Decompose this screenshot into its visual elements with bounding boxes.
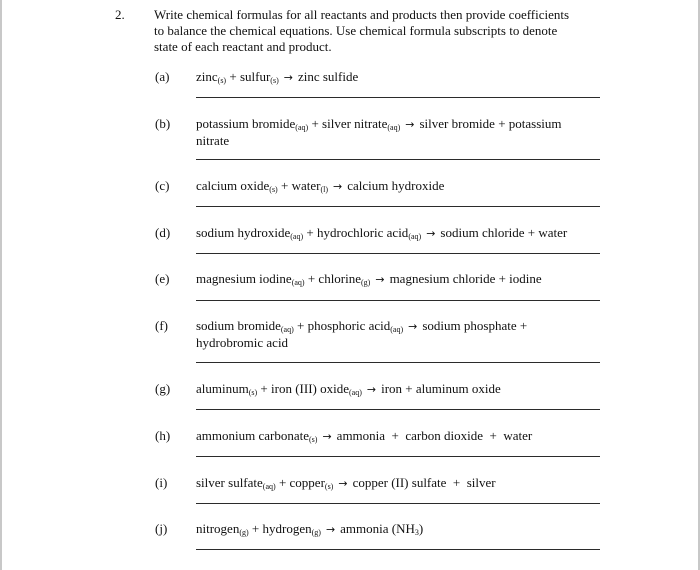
answer-line[interactable] xyxy=(196,253,600,254)
reactant: sodium hydroxide xyxy=(196,225,291,240)
answer-line[interactable] xyxy=(196,300,600,301)
reactant: potassium bromide xyxy=(196,116,296,131)
reactant: magnesium iodine xyxy=(196,271,292,286)
reaction-arrow-icon: → xyxy=(333,180,343,193)
plus-sign: + xyxy=(307,271,316,286)
item-letter: (e) xyxy=(155,271,170,286)
word-equation xyxy=(196,225,602,242)
word-equation xyxy=(196,428,602,445)
reactant: hydrochloric acid xyxy=(316,225,409,240)
state-label: (aq) xyxy=(262,482,276,491)
products: sodium chloride + water xyxy=(440,225,568,240)
reaction-arrow-icon: → xyxy=(366,383,377,396)
plus-sign: + xyxy=(311,116,319,131)
state-label: (g) xyxy=(311,528,321,537)
answer-line[interactable] xyxy=(196,159,600,160)
item-letter: (h) xyxy=(155,428,171,443)
reactant: aluminum xyxy=(196,381,249,396)
state-label: (aq) xyxy=(291,278,305,287)
word-equation xyxy=(196,318,602,351)
reaction-arrow-icon: → xyxy=(408,320,418,333)
state-label: (aq) xyxy=(290,232,304,241)
left-page-edge xyxy=(0,0,2,570)
plus-sign: + xyxy=(260,381,268,396)
word-equation xyxy=(196,521,602,538)
item-letter: (c) xyxy=(155,178,170,193)
state-label: (aq) xyxy=(295,123,309,132)
item-letter: (d) xyxy=(155,225,171,240)
word-equation xyxy=(196,178,602,195)
state-label: (aq) xyxy=(408,232,422,241)
products: sodium phosphate + xyxy=(422,318,528,333)
reactant: water xyxy=(291,178,321,193)
reaction-arrow-icon: → xyxy=(426,227,436,240)
question-instructions xyxy=(154,7,604,55)
products: zinc sulfide xyxy=(297,69,359,84)
word-equation xyxy=(196,475,602,492)
reaction-arrow-icon: → xyxy=(325,523,336,536)
question-number: 2. xyxy=(115,7,125,22)
plus-sign: + xyxy=(278,475,287,490)
answer-line[interactable] xyxy=(196,97,600,98)
reactant: zinc xyxy=(196,69,218,84)
reaction-arrow-icon: → xyxy=(375,273,385,286)
plus-sign: + xyxy=(297,318,305,333)
word-equation xyxy=(196,381,602,398)
plus-sign: + xyxy=(229,69,237,84)
state-label: (g) xyxy=(239,528,249,537)
instruction-line: Write chemical formulas for all reactants and products then provide coefficients xyxy=(154,7,570,22)
item-letter: (a) xyxy=(155,69,170,84)
products: ammonia (NH xyxy=(340,521,415,536)
reactant: nitrogen xyxy=(196,521,240,536)
reactant: phosphoric acid xyxy=(307,318,391,333)
reaction-arrow-icon: → xyxy=(322,430,332,443)
state-label: (s) xyxy=(248,388,258,397)
state-label: (l) xyxy=(320,185,329,194)
state-label: (s) xyxy=(324,482,334,491)
state-label: (aq) xyxy=(387,123,401,132)
state-label: (aq) xyxy=(280,325,294,334)
reactant: silver nitrate xyxy=(322,116,388,131)
state-label: (s) xyxy=(269,185,278,194)
item-letter: (f) xyxy=(155,318,168,333)
products: calcium hydroxide xyxy=(347,178,445,193)
plus-sign: + xyxy=(251,521,260,536)
products: ammonia + carbon dioxide + water xyxy=(336,428,533,443)
item-letter: (i) xyxy=(155,475,168,490)
state-label: (s) xyxy=(309,435,318,444)
instruction-line: to balance the chemical equations. Use chemical formula subscripts to denote xyxy=(154,23,558,38)
reactant: copper xyxy=(289,475,325,490)
formula-subscript: 3 xyxy=(414,528,419,537)
answer-line[interactable] xyxy=(196,362,600,363)
products: silver bromide + potassium xyxy=(419,116,562,131)
products: magnesium chloride + iodine xyxy=(389,271,542,286)
item-letter: (j) xyxy=(155,521,168,536)
plus-sign: + xyxy=(306,225,314,240)
reactant: sulfur xyxy=(239,69,271,84)
state-label: (aq) xyxy=(348,388,362,397)
products: copper (II) sulfate + silver xyxy=(352,475,496,490)
word-equation xyxy=(196,69,602,86)
reactant: sodium bromide xyxy=(196,318,281,333)
answer-line[interactable] xyxy=(196,456,600,457)
item-letter: (g) xyxy=(155,381,171,396)
reactant: silver sulfate xyxy=(196,475,263,490)
answer-line[interactable] xyxy=(196,409,600,410)
products-continued: hydrobromic acid xyxy=(196,335,289,350)
state-label: (s) xyxy=(217,76,227,85)
state-label: (s) xyxy=(270,76,279,85)
reactant: chlorine xyxy=(318,271,362,286)
answer-line[interactable] xyxy=(196,549,600,550)
instruction-line: state of each reactant and product. xyxy=(154,39,332,54)
state-label: (g) xyxy=(361,278,371,287)
answer-line[interactable] xyxy=(196,206,600,207)
products-close: ) xyxy=(418,521,424,536)
products: iron + aluminum oxide xyxy=(381,381,501,396)
reactant: iron (III) oxide xyxy=(271,381,349,396)
word-equation xyxy=(196,116,602,149)
state-label: (aq) xyxy=(390,325,404,334)
answer-line[interactable] xyxy=(196,503,600,504)
reactant: calcium oxide xyxy=(196,178,270,193)
reaction-arrow-icon: → xyxy=(283,71,293,84)
products-continued: nitrate xyxy=(196,133,230,148)
item-letter: (b) xyxy=(155,116,171,131)
plus-sign: + xyxy=(280,178,289,193)
reactant: ammonium carbonate xyxy=(196,428,309,443)
reactant: hydrogen xyxy=(262,521,312,536)
word-equation xyxy=(196,271,602,288)
reaction-arrow-icon: → xyxy=(338,477,348,490)
reaction-arrow-icon: → xyxy=(405,118,415,131)
